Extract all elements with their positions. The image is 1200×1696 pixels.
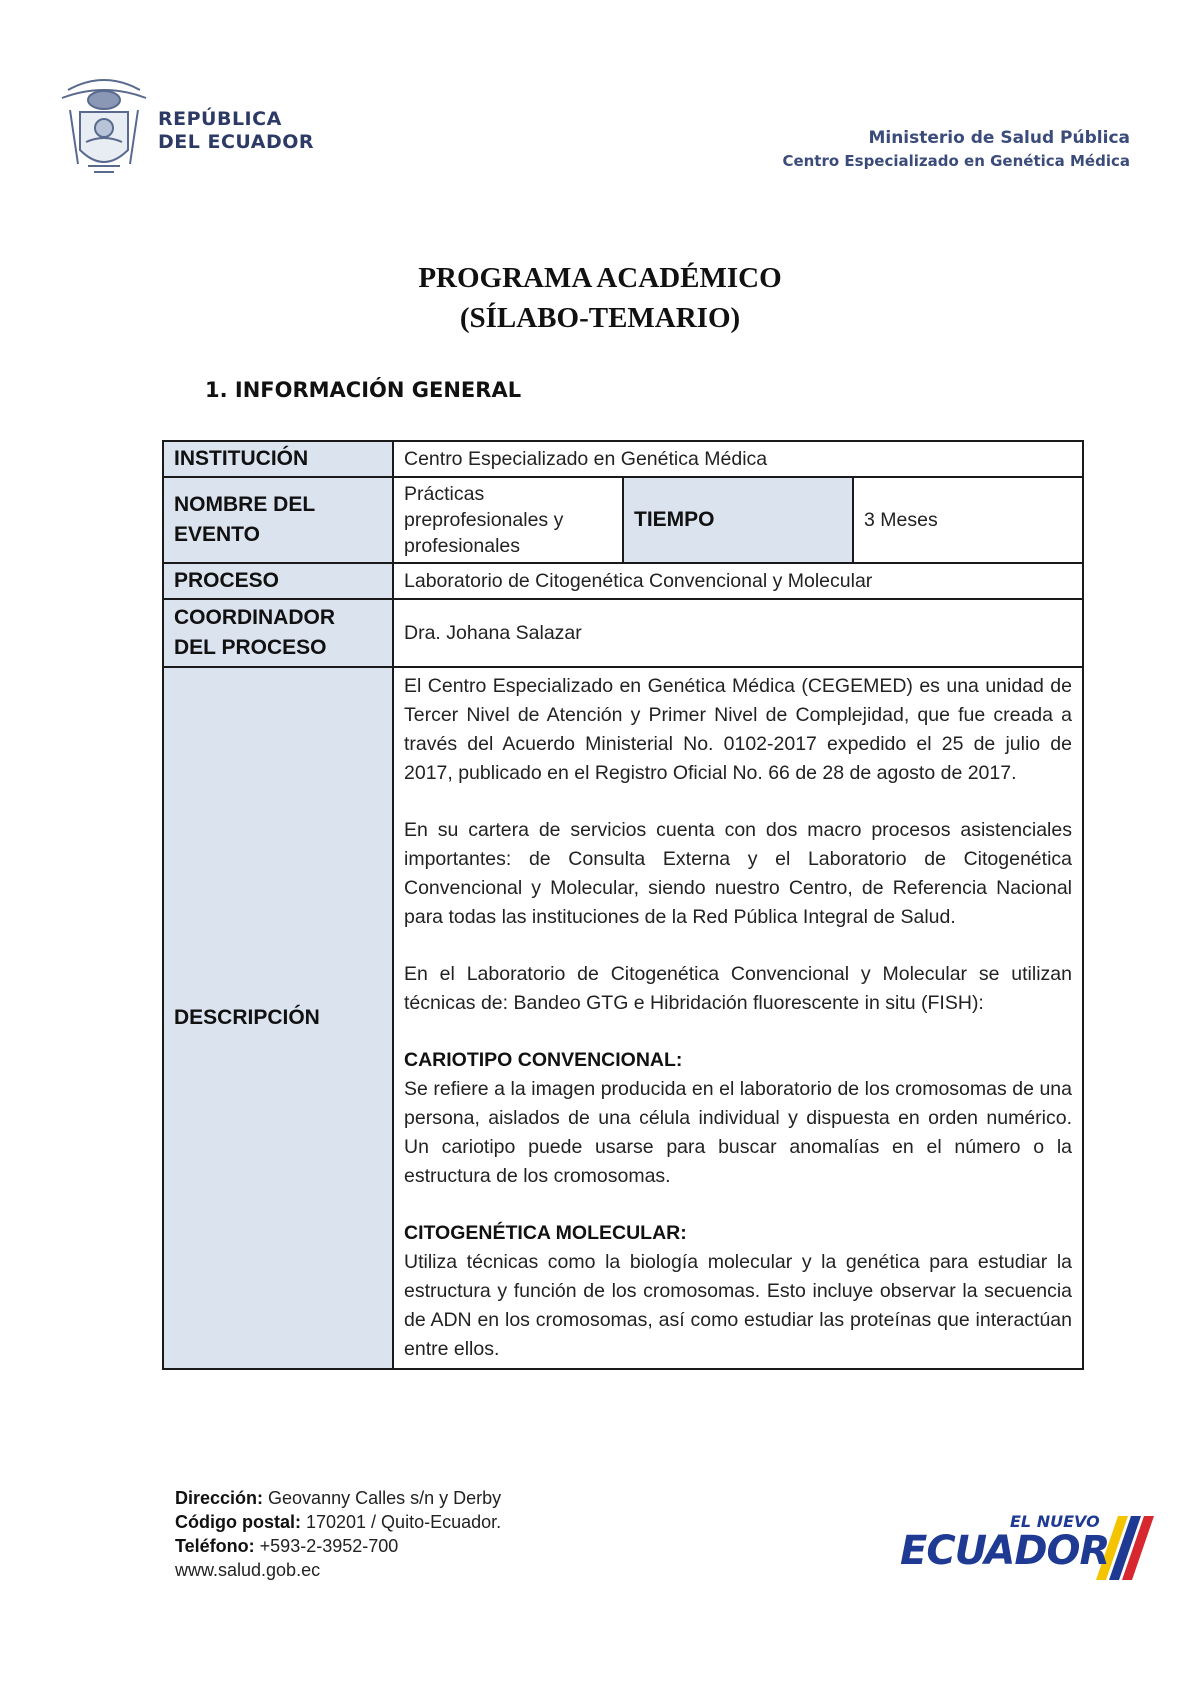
table-row <box>163 599 1083 667</box>
table-row <box>163 667 1083 1369</box>
coordinador-value: Dra. Johana Salazar <box>393 599 1083 667</box>
footer-postal: Código postal: 170201 / Quito-Ecuador. <box>175 1512 502 1532</box>
tiempo-value: 3 Meses <box>853 477 1083 563</box>
el-nuevo-ecuador-logo-icon <box>900 1510 1160 1590</box>
footer-address: Dirección: Geovanny Calles s/n y Derby <box>175 1488 502 1508</box>
proceso-value: Laboratorio de Citogenética Convencional y Molecular <box>393 563 1083 599</box>
descripcion-label: DESCRIPCIÓN <box>163 667 393 1369</box>
brand-small-text: EL NUEVO <box>1010 1512 1100 1531</box>
title-line-1: PROGRAMA ACADÉMICO <box>418 262 782 294</box>
title-line-2: (SÍLABO-TEMARIO) <box>459 302 741 334</box>
institucion-label: INSTITUCIÓN <box>163 441 393 477</box>
coat-of-arms-icon <box>58 70 150 180</box>
brand-big-text: ECUADOR <box>900 1528 1110 1574</box>
center-name: Centro Especializado en Genética Médica <box>782 152 1130 170</box>
republic-line-2: DEL ECUADOR <box>158 131 314 153</box>
evento-label: NOMBRE DEL EVENTO <box>163 477 393 563</box>
proceso-label: PROCESO <box>163 563 393 599</box>
table-row <box>163 477 1083 563</box>
document-title <box>0 258 1200 338</box>
description-paragraph: En su cartera de servicios cuenta con dos macro procesos asistenciales importantes: de Consulta Externa y el Laboratorio de Citogenética Convencional y Molecular, siendo nuestro Centro, de Referencia Nacional para todas las instituciones de la Red Pública Integral de Salud. <box>404 819 1072 928</box>
evento-value: Prácticas preprofesionales y profesionales <box>393 477 623 563</box>
description-paragraph: Utiliza técnicas como la biología molecular y la genética para estudiar la estructura y función de los cromosomas. Esto incluye observar la secuencia de ADN en los cromosomas, así como estudiar las proteínas que interactúan entre ellos. <box>404 1251 1072 1360</box>
ministry-header <box>782 126 1130 172</box>
description-paragraph: Se refiere a la imagen producida en el laboratorio de los cromosomas de una persona, aislados de una célula individual y dispuesta en orden numérico. Un cariotipo puede usarse para buscar anomalías en el número o la estructura de los cromosomas. <box>404 1078 1072 1187</box>
tiempo-label: TIEMPO <box>623 477 853 563</box>
section-heading: 1. INFORMACIÓN GENERAL <box>205 378 522 402</box>
footer-contact <box>175 1486 501 1582</box>
footer-phone: Teléfono: +593-2-3952-700 <box>175 1536 399 1556</box>
description-heading: CARIOTIPO CONVENCIONAL: <box>404 1049 683 1071</box>
coordinador-label: COORDINADOR DEL PROCESO <box>163 599 393 667</box>
description-paragraph: En el Laboratorio de Citogenética Convencional y Molecular se utilizan técnicas de: Bandeo GTG e Hibridación fluorescente in situ (FISH): <box>404 963 1072 1014</box>
description-paragraph: El Centro Especializado en Genética Médica (CEGEMED) es una unidad de Tercer Nivel de Atención y Primer Nivel de Complejidad, que fue creada a través del Acuerdo Ministerial No. 0102-2017 expedido el 25 de julio de 2017, publicado en el Registro Oficial No. 66 de 28 de agosto de 2017. <box>404 675 1072 784</box>
republic-name <box>158 108 314 154</box>
republic-line-1: REPÚBLICA <box>158 108 282 130</box>
table-row <box>163 563 1083 599</box>
general-info-table <box>162 440 1084 1370</box>
descripcion-value <box>393 667 1083 1369</box>
footer-website[interactable]: www.salud.gob.ec <box>175 1560 321 1580</box>
institucion-value: Centro Especializado en Genética Médica <box>393 441 1083 477</box>
ministry-name: Ministerio de Salud Pública <box>868 128 1130 148</box>
table-row <box>163 441 1083 477</box>
description-heading: CITOGENÉTICA MOLECULAR: <box>404 1222 687 1244</box>
